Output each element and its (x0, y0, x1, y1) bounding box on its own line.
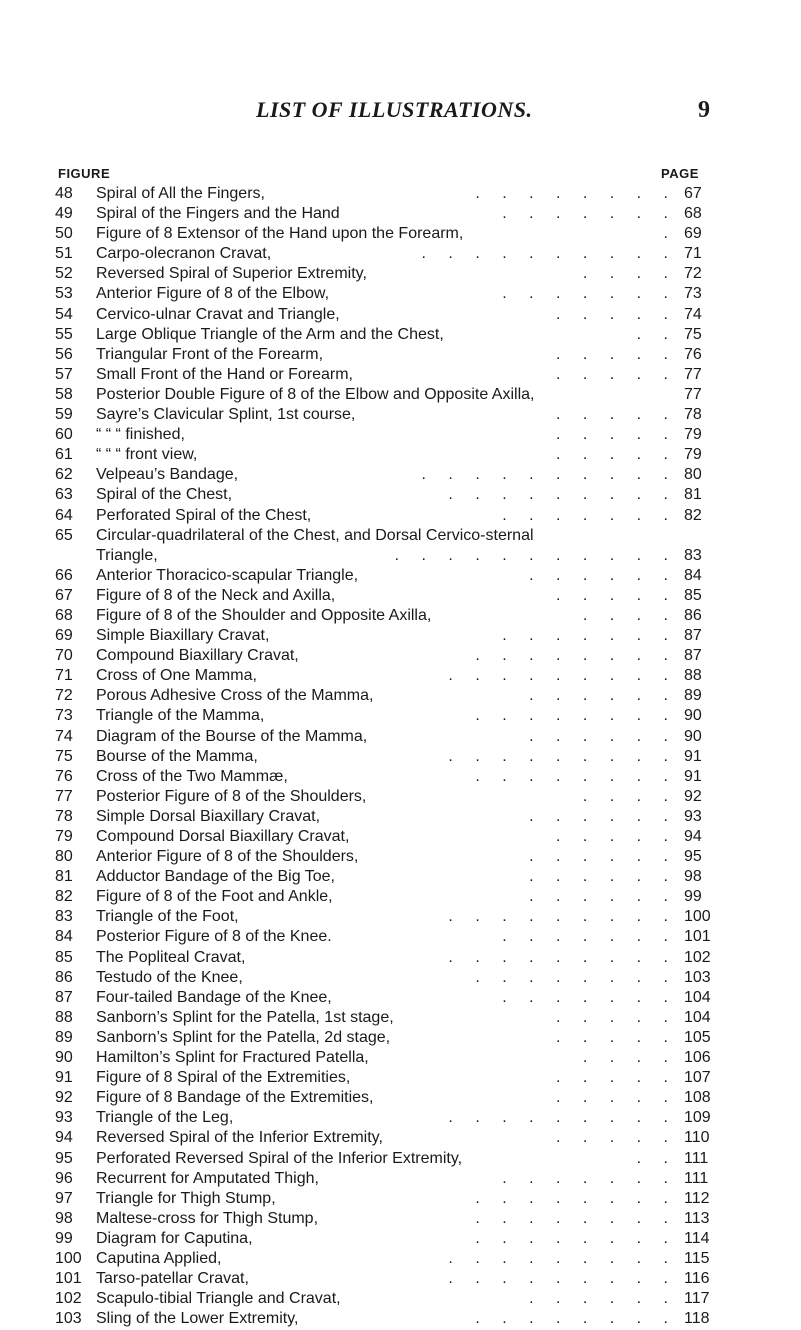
list-item (0, 908, 801, 928)
dot-leader: . . . . . (555, 345, 677, 363)
list-item (0, 466, 801, 486)
list-item (0, 868, 801, 888)
figure-number: 68 (55, 606, 73, 624)
page-reference: 86 (684, 606, 702, 624)
page-reference: 109 (684, 1109, 711, 1127)
page-column-heading: PAGE (661, 166, 699, 181)
list-item (0, 507, 801, 527)
page-reference: 85 (684, 586, 702, 604)
figure-title: Figure of 8 Spiral of the Extremities, (96, 1069, 351, 1087)
figure-number: 48 (55, 185, 73, 202)
list-item (0, 1089, 801, 1109)
list-item (0, 1230, 801, 1250)
figure-number: 103 (55, 1310, 82, 1328)
list-item (0, 1049, 801, 1069)
figure-title: Adductor Bandage of the Big Toe, (96, 868, 335, 886)
figure-number: 87 (55, 988, 73, 1006)
dot-leader: . . . . . . . . . . (421, 245, 677, 263)
figure-number: 55 (55, 325, 73, 343)
page-reference: 80 (684, 466, 702, 484)
page-reference: 118 (684, 1310, 710, 1328)
figure-title: Reversed Spiral of the Inferior Extremity, (96, 1129, 383, 1147)
dot-leader: . . . . (582, 787, 677, 805)
figure-title: Triangular Front of the Forearm, (96, 345, 324, 363)
figure-title: The Popliteal Cravat, (96, 948, 246, 966)
list-item (0, 245, 801, 265)
dot-leader: . . . . . . . . (475, 647, 677, 665)
dot-leader: . . . . (582, 1049, 677, 1067)
page-reference: 78 (684, 406, 702, 424)
figure-number: 88 (55, 1008, 73, 1026)
list-item (0, 1129, 801, 1149)
figure-number: 58 (55, 385, 73, 403)
figure-title: Simple Dorsal Biaxillary Cravat, (96, 807, 321, 825)
page-reference: 81 (684, 486, 702, 504)
dot-leader: . . . . . . . . . (448, 1109, 677, 1127)
list-item (0, 386, 801, 406)
figure-number: 78 (55, 807, 73, 825)
figure-number: 74 (55, 727, 73, 745)
list-item (0, 808, 801, 828)
page-reference: 87 (684, 627, 702, 645)
list-item (0, 1210, 801, 1230)
dot-leader: . . . . . (555, 1069, 677, 1087)
page-reference: 90 (684, 727, 702, 745)
figure-number: 101 (55, 1270, 82, 1288)
figure-number: 94 (55, 1129, 73, 1147)
figure-title: Carpo-olecranon Cravat, (96, 245, 272, 263)
page-reference: 74 (684, 305, 702, 323)
figure-title: Anterior Thoracico-scapular Triangle, (96, 566, 359, 584)
figure-number: 54 (55, 305, 73, 323)
figure-title: Triangle of the Mamma, (96, 707, 265, 725)
page-reference: 98 (684, 868, 702, 886)
figure-title: Sling of the Lower Extremity, (96, 1310, 299, 1328)
list-item (0, 366, 801, 386)
list-item (0, 1310, 801, 1330)
figure-title: Caputina Applied, (96, 1249, 222, 1267)
figure-title: Figure of 8 Extensor of the Hand upon the Forearm, (96, 225, 464, 243)
figure-title: Diagram of the Bourse of the Mamma, (96, 727, 368, 745)
list-item (0, 828, 801, 848)
dot-leader: . . . . . . (529, 848, 677, 866)
figure-title: Triangle, (96, 546, 158, 564)
figure-number: 91 (55, 1069, 73, 1087)
figure-title: Testudo of the Knee, (96, 968, 243, 986)
page-reference: 69 (684, 225, 702, 243)
list-item (0, 667, 801, 687)
list-item (0, 1190, 801, 1210)
dot-leader: . . . . (582, 265, 677, 283)
figure-number: 80 (55, 848, 73, 866)
list-item (0, 707, 801, 727)
dot-leader: . . . . . (555, 426, 677, 444)
figure-title: Posterior Double Figure of 8 of the Elbow and Opposite Axilla, (96, 385, 535, 403)
figure-title: “ “ “ front view, (96, 446, 198, 464)
figure-title: Circular-quadrilateral of the Chest, and Dorsal Cervico-sternal (96, 526, 534, 544)
page-reference: 89 (684, 687, 702, 705)
list-item (0, 788, 801, 808)
figure-title: Cross of One Mamma, (96, 667, 257, 685)
figure-number: 81 (55, 868, 73, 886)
list-item (0, 848, 801, 868)
dot-leader: . . . . . . . (502, 928, 677, 946)
figure-number: 89 (55, 1028, 73, 1046)
list-item (0, 1250, 801, 1270)
figure-number: 76 (55, 767, 73, 785)
figure-title: Anterior Figure of 8 of the Elbow, (96, 285, 330, 303)
page-reference: 71 (684, 245, 702, 263)
dot-leader: . . . . . . . . (475, 968, 677, 986)
dot-leader: . . . . . . . . . (448, 908, 677, 926)
figure-number: 98 (55, 1209, 73, 1227)
page-reference: 88 (684, 667, 702, 685)
dot-leader: . . . . . (555, 1089, 677, 1107)
figure-title: Perforated Spiral of the Chest, (96, 506, 312, 524)
page-reference: 87 (684, 647, 702, 665)
list-item (0, 1270, 801, 1290)
dot-leader: . . . . . . . . . (448, 667, 677, 685)
figure-column-heading: FIGURE (58, 166, 111, 181)
dot-leader: . . . . . . . . (475, 767, 677, 785)
page-reference: 92 (684, 787, 702, 805)
figure-title: Recurrent for Amputated Thigh, (96, 1169, 319, 1187)
figure-number: 84 (55, 928, 73, 946)
list-item (0, 265, 801, 285)
column-headings (0, 166, 801, 182)
figure-title: “ “ “ finished, (96, 426, 185, 444)
list-item (0, 768, 801, 788)
figure-title: Reversed Spiral of Superior Extremity, (96, 265, 367, 283)
page-reference: 83 (684, 546, 702, 564)
list-item (0, 888, 801, 908)
figure-number: 99 (55, 1229, 73, 1247)
figure-title: Triangle of the Leg, (96, 1109, 234, 1127)
figure-number: 63 (55, 486, 73, 504)
figure-number: 52 (55, 265, 73, 283)
figure-number: 66 (55, 566, 73, 584)
dot-leader: . . (636, 325, 677, 343)
list-item (0, 406, 801, 426)
list-item (0, 205, 801, 225)
page-reference: 90 (684, 707, 702, 725)
dot-leader: . . . . (582, 606, 677, 624)
figure-title: Cervico-ulnar Cravat and Triangle, (96, 305, 340, 323)
dot-leader: . . . . . . . (502, 627, 677, 645)
list-item (0, 1109, 801, 1129)
list-item (0, 225, 801, 245)
page-reference: 72 (684, 265, 702, 283)
page-reference: 111 (684, 1149, 709, 1167)
page-reference: 111 (684, 1169, 709, 1187)
figure-title: Figure of 8 of the Neck and Axilla, (96, 586, 336, 604)
figure-title: Sanborn’s Splint for the Patella, 2d stage, (96, 1028, 391, 1046)
list-item (0, 647, 801, 667)
page-reference: 105 (684, 1028, 711, 1046)
dot-leader: . . . . . (555, 365, 677, 383)
illustrations-list (0, 185, 801, 1330)
list-item (0, 587, 801, 607)
list-item (0, 346, 801, 366)
figure-number: 57 (55, 365, 73, 383)
figure-number: 95 (55, 1149, 73, 1167)
dot-leader: . . . . . . . (502, 988, 677, 1006)
page-reference: 68 (684, 205, 702, 223)
page-header (0, 97, 801, 127)
page-reference: 115 (684, 1249, 710, 1267)
figure-number: 64 (55, 506, 73, 524)
page-reference: 77 (684, 365, 702, 383)
page-reference: 94 (684, 828, 702, 845)
figure-title: Figure of 8 of the Foot and Ankle, (96, 888, 333, 906)
page-reference: 76 (684, 345, 702, 363)
list-item (0, 607, 801, 627)
figure-title: Cross of the Two Mammæ, (96, 767, 288, 785)
figure-number: 61 (55, 446, 73, 464)
dot-leader: . . . . . . . . (475, 1189, 677, 1207)
figure-number: 97 (55, 1189, 73, 1207)
list-item (0, 285, 801, 305)
dot-leader: . . . . . . . . . (448, 948, 677, 966)
dot-leader: . . . . . . . . . . . (394, 546, 677, 564)
list-item (0, 1009, 801, 1029)
dot-leader: . . . . . . . . (475, 1229, 677, 1247)
figure-number: 70 (55, 647, 73, 665)
dot-leader: . . . . . (555, 1129, 677, 1147)
page-number: 9 (698, 97, 710, 123)
page-reference: 117 (684, 1290, 710, 1308)
list-item (0, 949, 801, 969)
dot-leader: . . . . . . . . (475, 185, 677, 202)
figure-title: Figure of 8 Bandage of the Extremities, (96, 1089, 374, 1107)
figure-number: 59 (55, 406, 73, 424)
page-reference: 73 (684, 285, 702, 303)
figure-title: Compound Dorsal Biaxillary Cravat, (96, 828, 350, 845)
page-reference: 95 (684, 848, 702, 866)
figure-title: Triangle for Thigh Stump, (96, 1189, 276, 1207)
dot-leader: . . . . . . . . (475, 707, 677, 725)
dot-leader: . . . . . (555, 305, 677, 323)
dot-leader: . . . . . (555, 1008, 677, 1026)
figure-number: 75 (55, 747, 73, 765)
page-reference: 99 (684, 888, 702, 906)
figure-number: 77 (55, 787, 73, 805)
page-reference: 100 (684, 908, 711, 926)
list-item (0, 687, 801, 707)
figure-title: Sanborn’s Splint for the Patella, 1st stage, (96, 1008, 394, 1026)
running-title: LIST OF ILLUSTRATIONS. (256, 97, 533, 122)
list-item (0, 306, 801, 326)
list-item (0, 969, 801, 989)
figure-number: 50 (55, 225, 73, 243)
figure-number: 49 (55, 205, 73, 223)
figure-number: 83 (55, 908, 73, 926)
figure-number: 85 (55, 948, 73, 966)
dot-leader: . . . . . . (529, 727, 677, 745)
figure-number: 79 (55, 828, 73, 845)
figure-title: Simple Biaxillary Cravat, (96, 627, 270, 645)
figure-title: Maltese-cross for Thigh Stump, (96, 1209, 319, 1227)
figure-number: 71 (55, 667, 73, 685)
figure-number: 60 (55, 426, 73, 444)
figure-title: Bourse of the Mamma, (96, 747, 258, 765)
list-item (0, 627, 801, 647)
dot-leader: . . . . . (555, 446, 677, 464)
dot-leader: . . . . . . (529, 687, 677, 705)
figure-number: 96 (55, 1169, 73, 1187)
figure-title: Diagram for Caputina, (96, 1229, 253, 1247)
dot-leader: . (663, 225, 677, 243)
page-reference: 113 (684, 1209, 710, 1227)
page-reference: 112 (684, 1189, 710, 1207)
figure-number: 100 (55, 1249, 82, 1267)
page-reference: 107 (684, 1069, 711, 1087)
figure-number: 62 (55, 466, 73, 484)
page-reference: 75 (684, 325, 702, 343)
figure-number: 93 (55, 1109, 73, 1127)
dot-leader: . . . . . (555, 828, 677, 845)
list-item (0, 426, 801, 446)
dot-leader: . . . . . . (529, 566, 677, 584)
dot-leader: . . . . . . . . . . (421, 466, 677, 484)
dot-leader: . . . . . . (529, 888, 677, 906)
list-item (0, 527, 801, 547)
page-reference: 79 (684, 426, 702, 444)
figure-title: Hamilton’s Splint for Fractured Patella, (96, 1049, 369, 1067)
dot-leader: . . . . . . (529, 807, 677, 825)
page-reference: 102 (684, 948, 711, 966)
figure-title: Anterior Figure of 8 of the Shoulders, (96, 848, 359, 866)
figure-number: 53 (55, 285, 73, 303)
dot-leader: . . . . . . . (502, 506, 677, 524)
page-reference: 108 (684, 1089, 711, 1107)
figure-number: 102 (55, 1290, 82, 1308)
figure-title: Scapulo-tibial Triangle and Cravat, (96, 1290, 341, 1308)
list-item (0, 567, 801, 587)
page-reference: 79 (684, 446, 702, 464)
page-reference: 101 (684, 928, 711, 946)
dot-leader: . . . . . . . . . (448, 486, 677, 504)
dot-leader: . . . . . . . (502, 285, 677, 303)
figure-title: Tarso-patellar Cravat, (96, 1270, 249, 1288)
figure-number: 90 (55, 1049, 73, 1067)
list-item (0, 928, 801, 948)
list-item (0, 748, 801, 768)
page-reference: 84 (684, 566, 702, 584)
page-reference: 91 (684, 767, 702, 785)
figure-title: Posterior Figure of 8 of the Knee. (96, 928, 332, 946)
page-reference: 104 (684, 988, 711, 1006)
dot-leader: . . . . . . . (502, 205, 677, 223)
figure-title: Small Front of the Hand or Forearm, (96, 365, 353, 383)
list-item (0, 1029, 801, 1049)
dot-leader: . . . . . . . . (475, 1209, 677, 1227)
dot-leader: . . . . . . . . . (448, 747, 677, 765)
dot-leader: . . . . . (555, 586, 677, 604)
figure-number: 69 (55, 627, 73, 645)
figure-number: 73 (55, 707, 73, 725)
figure-number: 72 (55, 687, 73, 705)
figure-title: Figure of 8 of the Shoulder and Opposite Axilla, (96, 606, 432, 624)
figure-title: Posterior Figure of 8 of the Shoulders, (96, 787, 367, 805)
dot-leader: . . . . . (555, 1028, 677, 1046)
figure-title: Velpeau’s Bandage, (96, 466, 239, 484)
page-reference: 82 (684, 506, 702, 524)
dot-leader: . . . . . . (529, 1290, 677, 1308)
dot-leader: . . . . . . (529, 868, 677, 886)
page-reference: 103 (684, 968, 711, 986)
page-reference: 116 (684, 1270, 710, 1288)
list-item (0, 185, 801, 205)
list-item (0, 1069, 801, 1089)
figure-title: Sayre’s Clavicular Splint, 1st course, (96, 406, 356, 424)
page-reference: 106 (684, 1049, 711, 1067)
figure-number: 92 (55, 1089, 73, 1107)
dot-leader: . . . . . (555, 406, 677, 424)
list-item (0, 326, 801, 346)
figure-number: 82 (55, 888, 73, 906)
list-item (0, 1170, 801, 1190)
page-reference: 110 (684, 1129, 710, 1147)
page-reference: 93 (684, 807, 702, 825)
figure-title: Spiral of All the Fingers, (96, 185, 265, 202)
list-item (0, 446, 801, 466)
list-item (0, 1290, 801, 1310)
figure-number: 51 (55, 245, 73, 263)
figure-title: Triangle of the Foot, (96, 908, 239, 926)
list-item (0, 728, 801, 748)
list-item (0, 547, 801, 567)
dot-leader: . . . . . . . . (475, 1310, 677, 1328)
list-item (0, 989, 801, 1009)
page-reference: 67 (684, 185, 702, 202)
figure-number: 67 (55, 586, 73, 604)
list-item (0, 1150, 801, 1170)
page-reference: 77 (684, 385, 702, 403)
figure-number: 65 (55, 526, 73, 544)
figure-title: Compound Biaxillary Cravat, (96, 647, 299, 665)
page-reference: 91 (684, 747, 702, 765)
dot-leader: . . . . . . . . . (448, 1249, 677, 1267)
figure-number: 86 (55, 968, 73, 986)
figure-title: Four-tailed Bandage of the Knee, (96, 988, 332, 1006)
figure-title: Perforated Reversed Spiral of the Inferior Extremity, (96, 1149, 463, 1167)
figure-title: Spiral of the Chest, (96, 486, 233, 504)
figure-title: Large Oblique Triangle of the Arm and the Chest, (96, 325, 444, 343)
dot-leader: . . . . . . . (502, 1169, 677, 1187)
page-reference: 114 (684, 1229, 710, 1247)
figure-title: Spiral of the Fingers and the Hand (96, 205, 340, 223)
figure-number: 56 (55, 345, 73, 363)
dot-leader: . . . . . . . . . (448, 1270, 677, 1288)
figure-title: Porous Adhesive Cross of the Mamma, (96, 687, 374, 705)
list-item (0, 486, 801, 506)
dot-leader: . . (636, 1149, 677, 1167)
page-reference: 104 (684, 1008, 711, 1026)
